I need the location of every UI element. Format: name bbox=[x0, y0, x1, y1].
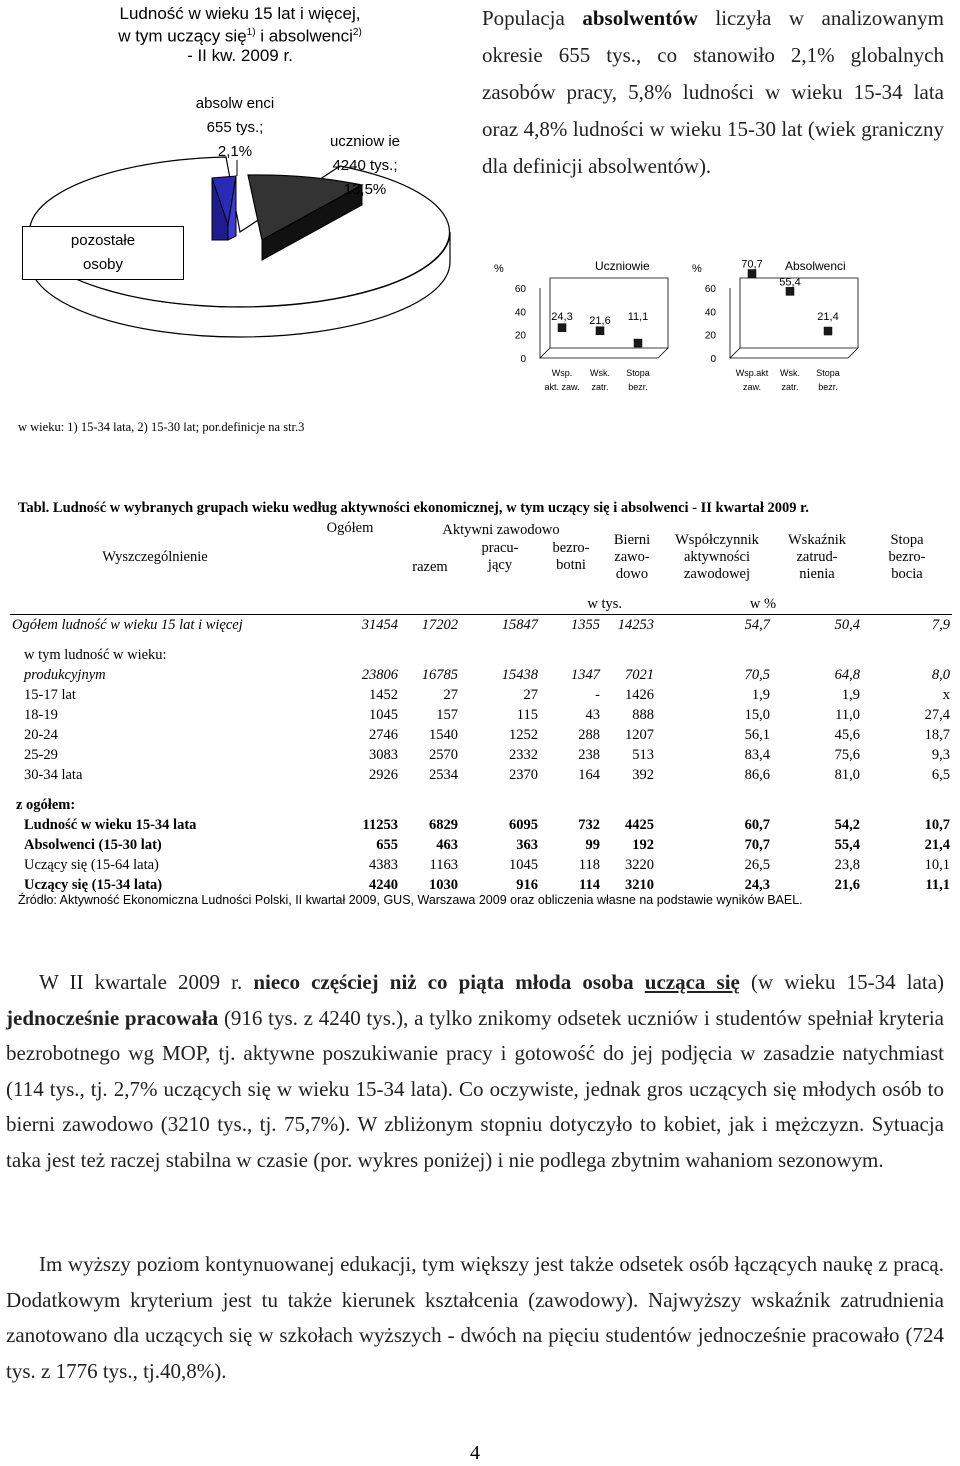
row-label: Uczący się (15-34 lata) bbox=[24, 876, 163, 893]
chart-1-ytick: 60 bbox=[704, 284, 716, 295]
table-cell: 31454 bbox=[300, 615, 400, 636]
header-pracujacy bbox=[460, 540, 540, 574]
chart-1-category-label: bezr. bbox=[818, 382, 838, 392]
pie-label-uczniowie bbox=[310, 130, 420, 202]
header-wskaznik bbox=[772, 520, 862, 594]
table-cell bbox=[400, 635, 460, 665]
table-cell: - bbox=[595, 686, 600, 703]
row-label: 30-34 lata bbox=[24, 766, 83, 783]
table-cell: 1,9 bbox=[841, 686, 860, 703]
pie-label-text: absolw enci bbox=[195, 95, 275, 112]
row-label: 25-29 bbox=[24, 746, 58, 763]
table-cell: 1426 bbox=[625, 686, 654, 703]
chart-0-bar bbox=[558, 324, 566, 332]
table-cell: 16785 bbox=[421, 666, 458, 683]
chart-0-value-label: 24,3 bbox=[551, 311, 573, 323]
table-cell: 1045 bbox=[509, 856, 538, 873]
table-cell: 363 bbox=[516, 836, 538, 853]
table-cell: 27,4 bbox=[924, 706, 950, 723]
table-cell: 6095 bbox=[509, 816, 538, 833]
pie-label-text: uczniow ie bbox=[329, 133, 401, 150]
table-cell: 2570 bbox=[429, 746, 458, 763]
pie-label-text: osoby bbox=[82, 256, 124, 273]
table-cell: x bbox=[942, 686, 950, 703]
chart-0-ytick: 60 bbox=[514, 284, 526, 295]
chart-1-category-label: zaw. bbox=[742, 382, 762, 392]
pie-title-line3: - II kw. 2009 r. bbox=[187, 45, 293, 65]
table-cell: 192 bbox=[632, 836, 654, 853]
header-text: zawo- bbox=[614, 548, 650, 565]
table-row bbox=[10, 835, 952, 855]
table-cell: 10,7 bbox=[924, 816, 950, 833]
table-cell bbox=[540, 635, 602, 665]
pie-label-text: 2,1% bbox=[217, 143, 253, 160]
table-row bbox=[10, 875, 952, 895]
table-cell bbox=[300, 785, 400, 815]
header-text: bezro- bbox=[552, 540, 590, 556]
table-cell: 54,7 bbox=[662, 615, 772, 636]
table-cell: 21,6 bbox=[834, 876, 860, 893]
table-cell: 9,3 bbox=[931, 746, 950, 763]
header-text: Wskaźnik bbox=[788, 531, 846, 548]
table-cell bbox=[400, 785, 460, 815]
table-cell: 26,5 bbox=[744, 856, 770, 873]
header-wspolczynnik bbox=[662, 520, 772, 594]
table-cell bbox=[662, 635, 772, 665]
table-cell: 1252 bbox=[509, 726, 538, 743]
header-text: pracu- bbox=[481, 540, 519, 556]
chart-1-floor bbox=[730, 348, 858, 358]
table-cell bbox=[772, 635, 862, 665]
table-cell bbox=[460, 635, 540, 665]
row-label: 20-24 bbox=[24, 726, 58, 743]
pie-chart bbox=[0, 0, 480, 420]
table-cell: 4425 bbox=[625, 816, 654, 833]
table-cell bbox=[862, 785, 952, 815]
table-cell: 3210 bbox=[625, 876, 654, 893]
chart-1-category-label: Stopa bbox=[816, 368, 840, 378]
table-cell: 463 bbox=[436, 836, 458, 853]
table-cell: 1347 bbox=[571, 666, 600, 683]
table-cell: 513 bbox=[632, 746, 654, 763]
header-text: zatrud- bbox=[796, 548, 838, 565]
table-cell: 70,5 bbox=[744, 666, 770, 683]
pie-label-text: 655 tys.; bbox=[206, 119, 264, 136]
table-cell: 118 bbox=[578, 856, 600, 873]
chart-1-ylabel: % bbox=[692, 263, 702, 275]
table-cell: 6,5 bbox=[931, 766, 950, 783]
header-stopa bbox=[862, 520, 952, 594]
chart-1-bar bbox=[824, 327, 832, 335]
table-cell: 81,0 bbox=[834, 766, 860, 783]
pie-label-text: 13,5% bbox=[343, 181, 387, 198]
table-cell: 1207 bbox=[625, 726, 654, 743]
table-cell: 15,0 bbox=[744, 706, 770, 723]
table-cell: 15438 bbox=[501, 666, 538, 683]
chart-1-value-label: 70,7 bbox=[741, 258, 763, 271]
unit-tys: w tys. bbox=[587, 595, 622, 612]
table-cell: 4383 bbox=[369, 856, 398, 873]
table-row bbox=[10, 685, 952, 705]
table-cell: 392 bbox=[632, 766, 654, 783]
row-label: 18-19 bbox=[24, 706, 58, 723]
table-cell: 1540 bbox=[429, 726, 458, 743]
table-cell: 3220 bbox=[625, 856, 654, 873]
table-row bbox=[10, 705, 952, 725]
table-cell: 75,6 bbox=[834, 746, 860, 763]
table-cell: 288 bbox=[578, 726, 600, 743]
intro-bold-text: absolwentów bbox=[582, 6, 698, 30]
table-cell: 14253 bbox=[602, 615, 662, 636]
chart-0-floor bbox=[540, 348, 668, 358]
chart-1-title: Absolwenci bbox=[785, 259, 846, 273]
pie-title-line1: Ludność w wieku 15 lat i więcej, bbox=[119, 4, 361, 23]
source-note: Źródło: Aktywność Ekonomiczna Ludności Polski, II kwartał 2009, GUS, Warszawa 2009 oraz obliczenia własne na podstawie wyników BAEL. bbox=[18, 893, 803, 907]
table-cell: 23806 bbox=[361, 666, 398, 683]
chart-1-bar bbox=[786, 287, 794, 295]
table-cell bbox=[602, 785, 662, 815]
chart-1-wall bbox=[740, 278, 858, 348]
table-cell: 888 bbox=[632, 706, 654, 723]
header-wyszczegolnienie: Wyszczególnienie bbox=[102, 548, 208, 565]
table-cell: 24,3 bbox=[744, 876, 770, 893]
chart-0-bar bbox=[596, 327, 604, 335]
table-row bbox=[10, 765, 952, 785]
table-row bbox=[10, 615, 952, 636]
table-cell: 1355 bbox=[540, 615, 602, 636]
table-cell: 45,6 bbox=[834, 726, 860, 743]
body-text: (916 tys. z 4240 tys.), a tylko znikomy odsetek uczniów i studentów spełniał kryteria bezrobotnego wg MOP, tj. aktywne poszukiwanie pracy i gotowość do jej podjęcia w zasadzie natychmiast (114 tys., tj. 2,7% uczących się w wieku 15-34 lata). Co oczywiste, jednak gros uczących się młodych osób to bierni zawodowo (3210 tys., tj. 75,7%). W zbliżonym stopniu dotyczyło to kobiet, jak i mężczyzn. Sytuacja taka jest też raczej stabilna w czasie (por. wykres poniżej) i nie podlega zbytnim wahaniom sezonowym. bbox=[6, 1005, 945, 1172]
row-label: produkcyjnym bbox=[24, 666, 106, 683]
chart-0-category-label: zatr. bbox=[591, 382, 609, 392]
table-cell: 43 bbox=[585, 706, 600, 723]
pie-title-text: i absolwenci bbox=[255, 26, 353, 46]
body-text: (w wieku 15-34 lata) bbox=[750, 970, 945, 994]
table-cell: 54,2 bbox=[834, 816, 860, 833]
chart-1-value-label: 55,4 bbox=[779, 276, 801, 289]
body-bold-underlined-text: ucząca się bbox=[644, 970, 740, 994]
table-cell: 238 bbox=[578, 746, 600, 763]
header-bezrobotni bbox=[540, 540, 602, 574]
table-cell: 64,8 bbox=[834, 666, 860, 683]
table-cell: 55,4 bbox=[834, 836, 860, 853]
header-text: jący bbox=[487, 557, 513, 573]
table-cell: 7021 bbox=[625, 666, 654, 683]
row-label: Absolwenci (15-30 lat) bbox=[24, 836, 162, 853]
header-text: nienia bbox=[799, 565, 835, 582]
table-row bbox=[10, 635, 952, 665]
intro-text: Populacja bbox=[482, 6, 565, 30]
table-cell: 10,1 bbox=[924, 856, 950, 873]
table-cell: 60,7 bbox=[744, 816, 770, 833]
table-cell: 2746 bbox=[369, 726, 398, 743]
table-cell bbox=[540, 785, 602, 815]
header-text: zawodowej bbox=[683, 565, 751, 582]
table-cell: 70,7 bbox=[744, 836, 770, 853]
table-cell: 11,0 bbox=[835, 706, 860, 723]
table-cell: 2926 bbox=[369, 766, 398, 783]
chart-0-title: Uczniowie bbox=[595, 259, 650, 273]
chart-1-bar bbox=[748, 270, 756, 278]
table-cell: 2332 bbox=[509, 746, 538, 763]
table-cell: 4240 bbox=[369, 876, 398, 893]
chart-0-ytick: 20 bbox=[514, 330, 526, 342]
footnote-mark: 1) bbox=[246, 27, 256, 38]
chart-1-value-label: 21,4 bbox=[817, 311, 839, 323]
table-cell: 164 bbox=[578, 766, 600, 783]
header-text: aktywności bbox=[683, 548, 751, 565]
table-cell: 15847 bbox=[460, 615, 540, 636]
header-text: bocia bbox=[891, 565, 923, 582]
chart-footnote: w wieku: 1) 15-34 lata, 2) 15-30 lat; por.definicje na str.3 bbox=[18, 420, 305, 434]
table-cell: 56,1 bbox=[744, 726, 770, 743]
header-text: dowo bbox=[615, 565, 649, 582]
table-cell: 11253 bbox=[362, 816, 398, 833]
intro-paragraph bbox=[482, 0, 944, 185]
header-text: Współczynnik bbox=[675, 531, 759, 548]
header-text: Stopa bbox=[890, 531, 924, 548]
row-label: z ogółem: bbox=[16, 796, 76, 813]
table-cell: 7,9 bbox=[862, 615, 952, 636]
pie-label-absolwenci bbox=[180, 92, 290, 164]
chart-1-ytick: 0 bbox=[710, 354, 716, 365]
table-cell: 2534 bbox=[429, 766, 458, 783]
table-cell: 3083 bbox=[369, 746, 398, 763]
chart-1-category-label: Wsp.akt bbox=[735, 368, 769, 378]
table-cell: 27 bbox=[443, 686, 458, 703]
table-cell: 83,4 bbox=[744, 746, 770, 763]
table-cell: 8,0 bbox=[931, 666, 950, 683]
table-cell bbox=[602, 635, 662, 665]
chart-0-bar bbox=[634, 339, 642, 347]
table-cell: 6829 bbox=[429, 816, 458, 833]
table-cell: 157 bbox=[436, 706, 458, 723]
chart-0-category-label: bezr. bbox=[628, 382, 648, 392]
chart-1-ytick: 40 bbox=[704, 307, 716, 319]
body-bold-text: nieco częściej niż co piąta młoda osoba bbox=[253, 970, 634, 994]
row-label: w tym ludność w wieku: bbox=[24, 646, 167, 663]
unit-pct: w % bbox=[749, 595, 777, 612]
table-cell: 17202 bbox=[400, 615, 460, 636]
table-cell: 18,7 bbox=[924, 726, 950, 743]
table-cell bbox=[662, 785, 772, 815]
table-cell bbox=[862, 635, 952, 665]
row-label: Ludność w wieku 15-34 lata bbox=[24, 816, 197, 833]
row-label: Ogółem ludność w wieku 15 lat i więcej bbox=[10, 615, 300, 636]
header-text: botni bbox=[556, 557, 586, 573]
table-cell: 732 bbox=[578, 816, 600, 833]
table-row bbox=[10, 725, 952, 745]
table-title: Tabl. Ludność w wybranych grupach wieku według aktywności ekonomicznej, w tym uczący się i absolwenci - II kwartał 2009 r. bbox=[18, 500, 809, 516]
chart-0-category-label: akt. zaw. bbox=[544, 382, 580, 392]
row-label: 15-17 lat bbox=[24, 686, 76, 703]
table-row bbox=[10, 855, 952, 875]
data-table bbox=[10, 520, 952, 895]
chart-0-ytick: 40 bbox=[514, 307, 526, 319]
table-row bbox=[10, 745, 952, 765]
pie-label-pozostale bbox=[22, 226, 184, 280]
chart-1-category-label: Wsk. bbox=[780, 368, 800, 378]
table-row bbox=[10, 665, 952, 685]
table-cell: 11,1 bbox=[925, 876, 950, 893]
intro-text: liczyła w analizowanym okresie 655 tys., co stanowiło 2,1% globalnych zasobów pracy, 5,8% ludności w wieku 15-34 lata oraz 4,8% ludności w wieku 15-30 lat (wiek graniczny dla definicji absolwentów). bbox=[482, 6, 945, 178]
table-cell: 86,6 bbox=[744, 766, 770, 783]
table-cell: 916 bbox=[516, 876, 538, 893]
chart-0-category-label: Wsp. bbox=[551, 368, 573, 378]
body-bold-text: jednocześnie pracowała bbox=[6, 1005, 219, 1030]
chart-0-ylabel: % bbox=[494, 263, 504, 275]
body-paragraph-1 bbox=[6, 965, 944, 1178]
table-cell: 21,4 bbox=[924, 836, 950, 853]
table-cell bbox=[772, 785, 862, 815]
table-cell: 27 bbox=[523, 686, 538, 703]
table-row bbox=[10, 785, 952, 815]
header-razem: razem bbox=[412, 558, 448, 575]
bar-charts bbox=[480, 250, 870, 400]
row-label: Uczący się (15-64 lata) bbox=[24, 856, 159, 873]
header-text: Bierni bbox=[613, 531, 651, 548]
table-cell: 23,8 bbox=[834, 856, 860, 873]
table-cell bbox=[300, 635, 400, 665]
page-number: 4 bbox=[470, 1442, 480, 1464]
table-row bbox=[10, 815, 952, 835]
chart-0-ytick: 0 bbox=[520, 354, 526, 365]
table-cell: 1030 bbox=[429, 876, 458, 893]
chart-0-category-label: Stopa bbox=[626, 368, 650, 378]
header-ogolem: Ogółem bbox=[326, 520, 374, 536]
chart-1-ytick: 20 bbox=[704, 330, 716, 342]
table-cell: 50,4 bbox=[772, 615, 862, 636]
pie-title-text: w tym uczący się bbox=[118, 26, 247, 46]
body-paragraph-2: Im wyższy poziom kontynuowanej edukacji, tym większy jest także odsetek osób łączących naukę z pracą. Dodatkowym kryterium jest tu także kierunek kształcenia (zawodowy). Najwyższy wskaźnik zatrudnienia zanotowano dla uczących się w szkołach wyższych - dwóch na pięciu studentów jednocześnie pracowało (724 tys. z 1776 tys., tj.40,8%). bbox=[6, 1252, 944, 1383]
header-bierni bbox=[602, 520, 662, 594]
header-text: bezro- bbox=[888, 548, 926, 565]
body-text: W II kwartale 2009 r. bbox=[39, 970, 243, 994]
chart-0-category-label: Wsk. bbox=[590, 368, 610, 378]
table-cell: 1045 bbox=[369, 706, 398, 723]
table-cell: 2370 bbox=[509, 766, 538, 783]
table-cell: 115 bbox=[516, 706, 538, 723]
chart-0-value-label: 11,1 bbox=[627, 311, 649, 323]
footnote-mark: 2) bbox=[352, 27, 362, 38]
table-cell: 114 bbox=[579, 876, 600, 893]
pie-label-text: 4240 tys.; bbox=[332, 157, 398, 174]
table-cell: 1,9 bbox=[751, 686, 770, 703]
table-cell: 1452 bbox=[369, 686, 398, 703]
chart-0-value-label: 21,6 bbox=[589, 315, 611, 327]
table-cell: 1163 bbox=[429, 856, 458, 873]
header-aktywni: Aktywni zawodowo bbox=[442, 521, 560, 538]
chart-1-category-label: zatr. bbox=[781, 382, 799, 392]
pie-label-text: pozostałe bbox=[70, 232, 136, 249]
table-cell bbox=[460, 785, 540, 815]
table-cell: 655 bbox=[376, 836, 398, 853]
table-cell: 99 bbox=[585, 836, 600, 853]
